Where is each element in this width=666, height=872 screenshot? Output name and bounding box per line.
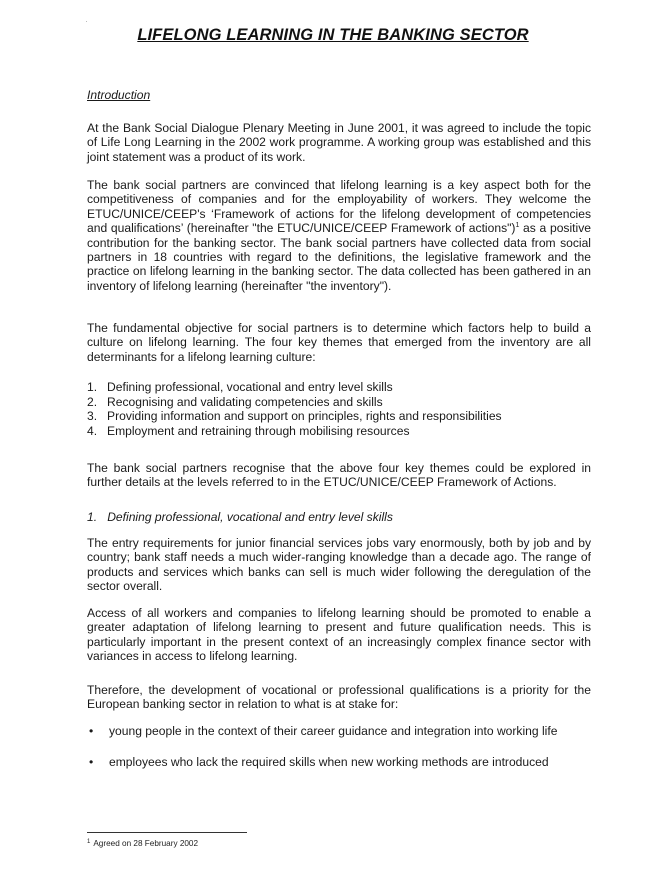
list-text: Employment and retraining through mobilising resources <box>107 423 410 438</box>
bullet-text: young people in the context of their career guidance and integration into working life <box>109 724 558 738</box>
list-item <box>87 380 591 395</box>
list-item <box>87 395 591 410</box>
paragraph-priority: Therefore, the development of vocational or professional qualifications is a priority for the European banking sector in relation to what is at stake for: <box>87 683 591 712</box>
scan-speck <box>86 21 87 22</box>
bullet-icon: • <box>89 755 94 769</box>
document-title: LIFELONG LEARNING IN THE BANKING SECTOR <box>137 26 529 44</box>
footnote <box>87 839 198 848</box>
list-item <box>87 409 591 424</box>
list-number: 2. <box>87 394 98 409</box>
list-text: Providing information and support on principles, rights and responsibilities <box>107 409 502 424</box>
footnote-reference[interactable]: 1 <box>515 222 520 230</box>
bullet-item <box>87 755 591 769</box>
paragraph-entry-requirements: The entry requirements for junior financial services jobs vary enormously, both by job and by country; bank staff needs a much wider-ranging knowledge than a decade ago. The range of products and services which banks can sell is much wider following the deregulation of the sector overall. <box>87 536 591 594</box>
section-title: Defining professional, vocational and entry level skills <box>107 510 393 524</box>
bullet-icon: • <box>89 724 94 738</box>
paragraph-text: as a positive contribution for the banking sector. The bank social partners have collected data from social partners in 18 countries with regard to the definitions, the legislative framework and the practice on lifelong learning in the banking sector. The data collected has been gathered in an inventory of lifelong learning (hereinafter "the inventory"). <box>87 221 591 293</box>
list-text: Recognising and validating competencies and skills <box>107 394 383 409</box>
paragraph-recognise: The bank social partners recognise that the above four key themes could be explored in further details at the levels referred to in the ETUC/UNICE/CEEP Framework of Actions. <box>87 461 591 490</box>
list-text: Defining professional, vocational and entry level skills <box>107 380 393 394</box>
footnote-divider <box>87 832 247 833</box>
paragraph-text: The bank social partners are convinced that lifelong learning is a key aspect both for the competitiveness of companies and for the employability of workers. They welcome the ETUC/UNICE/CEEP's ‘Framework of actions for the lifelong development of competencies and qualifications’ (hereinafter "the ETUC/UNICE/CEEP Framework of actions") <box>87 178 591 236</box>
section-heading <box>87 510 591 524</box>
list-number: 4. <box>87 423 98 438</box>
paragraph-objective: The fundamental objective for social partners is to determine which factors help to build a culture on lifelong learning. The four key themes that emerged from the inventory are all determinants for a lifelong learning culture: <box>87 321 591 364</box>
paragraph-intro-1: At the Bank Social Dialogue Plenary Meeting in June 2001, it was agreed to include the topic of Life Long Learning in the 2002 work programme. A working group was established and this joint statement was a product of its work. <box>87 121 591 164</box>
paragraph-access: Access of all workers and companies to lifelong learning should be promoted to enable a greater adaptation of lifelong learning to present and future qualification needs. This is particularly important in the present context of an increasingly complex finance sector with variances in access to lifelong learning. <box>87 606 591 664</box>
list-item <box>87 424 591 439</box>
footnote-text: Agreed on 28 February 2002 <box>93 839 199 848</box>
footnote-number: 1 <box>87 839 91 845</box>
introduction-heading: Introduction <box>87 88 151 102</box>
list-number: 3. <box>87 409 98 424</box>
section-number: 1. <box>87 510 98 524</box>
list-number: 1. <box>87 380 98 394</box>
key-themes-list <box>87 380 591 438</box>
paragraph-intro-2 <box>87 178 591 293</box>
bullet-item <box>87 724 591 738</box>
bullet-text: employees who lack the required skills when new working methods are introduced <box>109 755 549 769</box>
